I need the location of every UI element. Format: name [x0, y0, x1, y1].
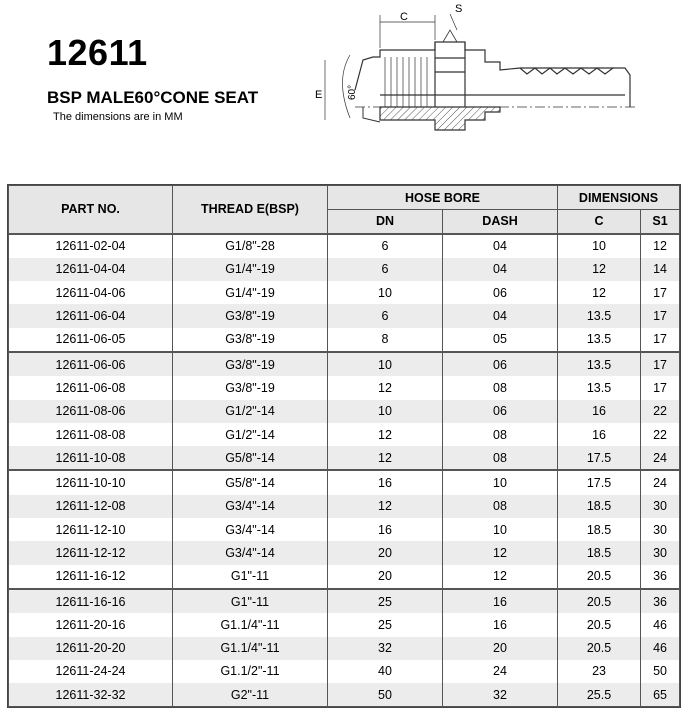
- cell-s1: 30: [641, 541, 680, 564]
- cell-dn: 25: [328, 589, 443, 613]
- cell-s1: 17: [641, 376, 680, 399]
- table-row: [9, 637, 680, 660]
- cell-thread: G2"-11: [173, 683, 328, 707]
- cell-dash: 08: [443, 446, 558, 470]
- cell-dash: 10: [443, 518, 558, 541]
- cell-c: 18.5: [558, 518, 641, 541]
- cell-dn: 12: [328, 495, 443, 518]
- cell-s1: 17: [641, 328, 680, 352]
- table-row: [9, 400, 680, 423]
- cell-s1: 30: [641, 518, 680, 541]
- cell-dn: 16: [328, 470, 443, 494]
- cell-c: 20.5: [558, 637, 641, 660]
- header-part-no: PART NO.: [9, 186, 173, 234]
- spec-table-body: [9, 234, 680, 707]
- cell-part-no: 12611-04-06: [9, 281, 173, 304]
- spec-table: [8, 185, 680, 707]
- cell-dash: 08: [443, 376, 558, 399]
- fitting-drawing: [305, 0, 645, 160]
- cell-thread: G3/8"-19: [173, 328, 328, 352]
- cell-dash: 04: [443, 234, 558, 258]
- cell-dash: 10: [443, 470, 558, 494]
- table-row: [9, 565, 680, 589]
- cell-thread: G1/4"-19: [173, 258, 328, 281]
- table-row: [9, 613, 680, 636]
- cell-dn: 10: [328, 281, 443, 304]
- cell-dn: 32: [328, 637, 443, 660]
- cell-part-no: 12611-06-06: [9, 352, 173, 376]
- header-dimensions: DIMENSIONS: [558, 186, 680, 210]
- cell-c: 18.5: [558, 541, 641, 564]
- table-row: [9, 304, 680, 327]
- cell-dash: 04: [443, 258, 558, 281]
- cell-part-no: 12611-02-04: [9, 234, 173, 258]
- cell-dash: 12: [443, 565, 558, 589]
- cell-dash: 08: [443, 423, 558, 446]
- table-row: [9, 281, 680, 304]
- cell-dn: 8: [328, 328, 443, 352]
- cell-part-no: 12611-08-06: [9, 400, 173, 423]
- table-row: [9, 258, 680, 281]
- cell-thread: G3/8"-19: [173, 304, 328, 327]
- cell-c: 17.5: [558, 470, 641, 494]
- label-angle: 60°: [347, 84, 358, 100]
- cell-part-no: 12611-12-08: [9, 495, 173, 518]
- cell-thread: G3/4"-14: [173, 495, 328, 518]
- cell-s1: 36: [641, 589, 680, 613]
- table-row: [9, 352, 680, 376]
- cell-dash: 06: [443, 400, 558, 423]
- cell-s1: 22: [641, 400, 680, 423]
- cell-s1: 24: [641, 446, 680, 470]
- cell-s1: 22: [641, 423, 680, 446]
- cell-s1: 30: [641, 495, 680, 518]
- cell-part-no: 12611-04-04: [9, 258, 173, 281]
- cell-thread: G1"-11: [173, 565, 328, 589]
- cell-dn: 10: [328, 400, 443, 423]
- cell-part-no: 12611-20-20: [9, 637, 173, 660]
- table-row: [9, 495, 680, 518]
- cell-c: 13.5: [558, 304, 641, 327]
- cell-thread: G1/8"-28: [173, 234, 328, 258]
- cell-thread: G5/8"-14: [173, 446, 328, 470]
- cell-dash: 16: [443, 613, 558, 636]
- cell-c: 20.5: [558, 565, 641, 589]
- cell-c: 12: [558, 258, 641, 281]
- cell-dash: 12: [443, 541, 558, 564]
- cell-c: 10: [558, 234, 641, 258]
- cell-dash: 06: [443, 352, 558, 376]
- header-s1: S1: [641, 210, 680, 234]
- cell-dn: 12: [328, 376, 443, 399]
- cell-c: 16: [558, 423, 641, 446]
- cell-s1: 24: [641, 470, 680, 494]
- table-row: [9, 328, 680, 352]
- page-title: 12611: [47, 32, 148, 73]
- table-row: [9, 541, 680, 564]
- cell-thread: G5/8"-14: [173, 470, 328, 494]
- table-row: [9, 234, 680, 258]
- cell-c: 23: [558, 660, 641, 683]
- cell-s1: 14: [641, 258, 680, 281]
- cell-dn: 6: [328, 304, 443, 327]
- cell-s1: 12: [641, 234, 680, 258]
- header-dn: DN: [328, 210, 443, 234]
- cell-c: 13.5: [558, 352, 641, 376]
- header-hose-bore: HOSE BORE: [328, 186, 558, 210]
- cell-s1: 17: [641, 281, 680, 304]
- cell-thread: G1"-11: [173, 589, 328, 613]
- cell-c: 18.5: [558, 495, 641, 518]
- cell-c: 17.5: [558, 446, 641, 470]
- cell-part-no: 12611-06-05: [9, 328, 173, 352]
- table-row: [9, 660, 680, 683]
- cell-dash: 06: [443, 281, 558, 304]
- table-row: [9, 683, 680, 707]
- cell-dash: 16: [443, 589, 558, 613]
- cell-dn: 10: [328, 352, 443, 376]
- label-s: S: [455, 3, 463, 15]
- cell-thread: G3/8"-19: [173, 352, 328, 376]
- cell-thread: G1.1/4"-11: [173, 637, 328, 660]
- header-dash: DASH: [443, 210, 558, 234]
- cell-part-no: 12611-12-10: [9, 518, 173, 541]
- cell-part-no: 12611-24-24: [9, 660, 173, 683]
- header-c: C: [558, 210, 641, 234]
- cell-dn: 50: [328, 683, 443, 707]
- cell-thread: G3/8"-19: [173, 376, 328, 399]
- cell-dn: 40: [328, 660, 443, 683]
- cell-dn: 12: [328, 423, 443, 446]
- product-subtitle: BSP MALE60°CONE SEAT: [47, 88, 259, 107]
- cell-thread: G3/4"-14: [173, 541, 328, 564]
- cell-part-no: 12611-10-10: [9, 470, 173, 494]
- cell-c: 13.5: [558, 376, 641, 399]
- cell-thread: G1.1/2"-11: [173, 660, 328, 683]
- cell-part-no: 12611-08-08: [9, 423, 173, 446]
- cell-dn: 20: [328, 541, 443, 564]
- cell-dash: 04: [443, 304, 558, 327]
- cell-c: 13.5: [558, 328, 641, 352]
- cell-dn: 6: [328, 258, 443, 281]
- cell-s1: 50: [641, 660, 680, 683]
- cell-part-no: 12611-06-04: [9, 304, 173, 327]
- cell-part-no: 12611-16-12: [9, 565, 173, 589]
- cell-dash: 24: [443, 660, 558, 683]
- cell-c: 20.5: [558, 589, 641, 613]
- label-e: E: [315, 89, 323, 101]
- units-note: The dimensions are in MM: [53, 111, 183, 123]
- cell-c: 20.5: [558, 613, 641, 636]
- cell-dn: 20: [328, 565, 443, 589]
- cell-c: 25.5: [558, 683, 641, 707]
- cell-dn: 25: [328, 613, 443, 636]
- cell-dn: 16: [328, 518, 443, 541]
- cell-dash: 08: [443, 495, 558, 518]
- cell-thread: G1.1/4"-11: [173, 613, 328, 636]
- cell-c: 12: [558, 281, 641, 304]
- cell-s1: 36: [641, 565, 680, 589]
- header-thread: THREAD E(BSP): [173, 186, 328, 234]
- cell-s1: 46: [641, 637, 680, 660]
- cell-dn: 6: [328, 234, 443, 258]
- label-c: C: [400, 11, 408, 23]
- cell-thread: G1/4"-19: [173, 281, 328, 304]
- cell-s1: 65: [641, 683, 680, 707]
- cell-thread: G3/4"-14: [173, 518, 328, 541]
- table-row: [9, 446, 680, 470]
- cell-s1: 17: [641, 352, 680, 376]
- cell-part-no: 12611-20-16: [9, 613, 173, 636]
- cell-part-no: 12611-12-12: [9, 541, 173, 564]
- cell-dn: 12: [328, 446, 443, 470]
- cell-thread: G1/2"-14: [173, 400, 328, 423]
- table-row: [9, 470, 680, 494]
- cell-s1: 17: [641, 304, 680, 327]
- cell-part-no: 12611-16-16: [9, 589, 173, 613]
- cell-dash: 05: [443, 328, 558, 352]
- table-row: [9, 518, 680, 541]
- cell-part-no: 12611-32-32: [9, 683, 173, 707]
- table-row: [9, 589, 680, 613]
- cell-dash: 20: [443, 637, 558, 660]
- cell-thread: G1/2"-14: [173, 423, 328, 446]
- cell-part-no: 12611-06-08: [9, 376, 173, 399]
- table-row: [9, 423, 680, 446]
- cell-part-no: 12611-10-08: [9, 446, 173, 470]
- cell-dash: 32: [443, 683, 558, 707]
- table-row: [9, 376, 680, 399]
- cell-c: 16: [558, 400, 641, 423]
- cell-s1: 46: [641, 613, 680, 636]
